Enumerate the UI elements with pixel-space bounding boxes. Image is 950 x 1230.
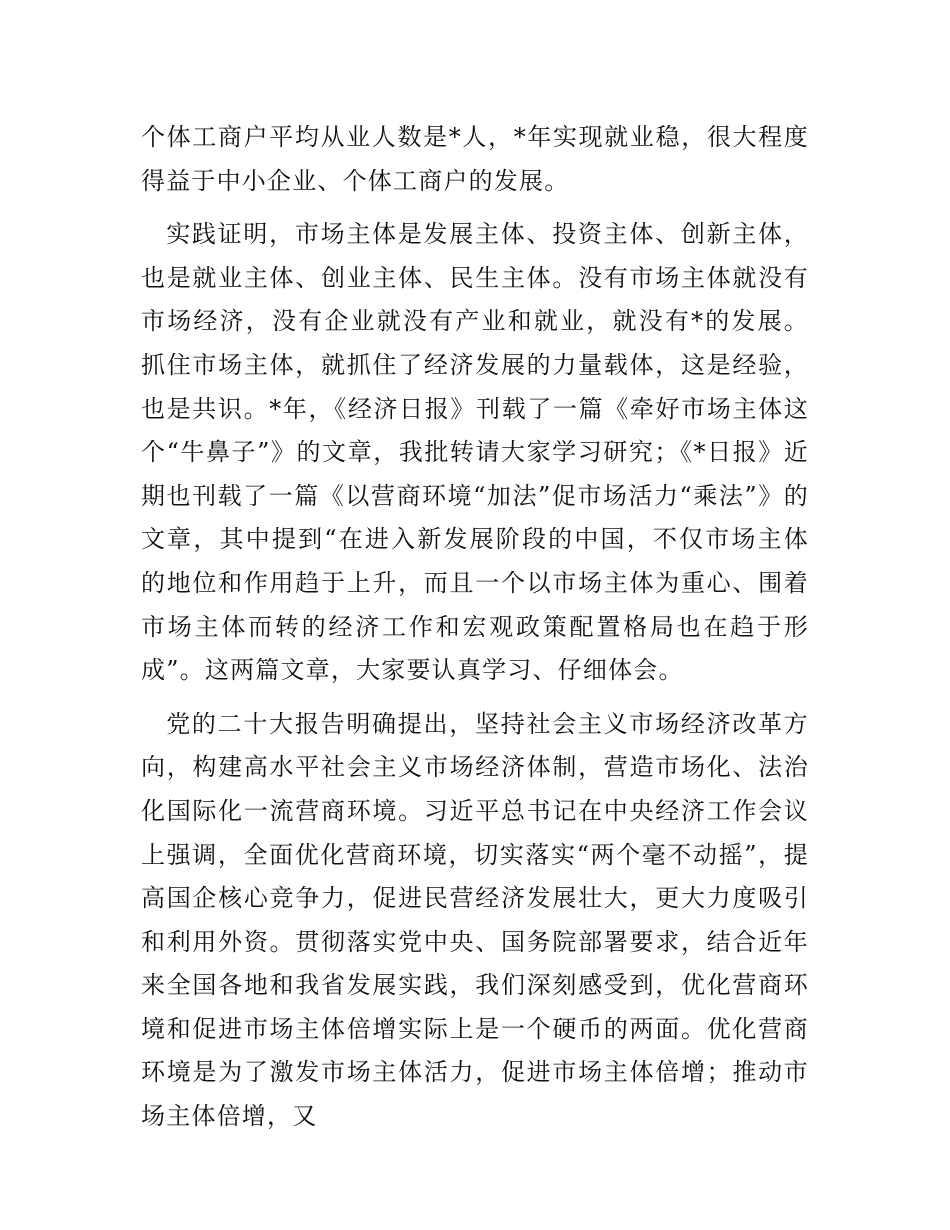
paragraph-3: 党的二十大报告明确提出，坚持社会主义市场经济改革方向，构建高水平社会主义市场经济体制，营造市场化、法治化国际化一流营商环境。习近平总书记在中央经济工作会议上强调，全面优化营商环境，切实落实“两个毫不动摇”，提高国企核心竞争力，促进民营经济发展壮大，更大力度吸引和利用外资。贯彻落实党中央、国务院部署要求，结合近年来全国各地和我省发展实践，我们深刻感受到，优化营商环境和促进市场主体倍增实际上是一个硬币的两面。优化营商环境是为了激发市场主体活力，促进市场主体倍增；推动市场主体倍增，又 <box>141 709 809 1131</box>
paragraph-2: 实践证明，市场主体是发展主体、投资主体、创新主体，也是就业主体、创业主体、民生主体。没有市场主体就没有市场经济，没有企业就没有产业和就业，就没有*的发展。抓住市场主体，就抓住了经济发展的力量载体，这是经验，也是共识。*年，《经济日报》刊载了一篇《牵好市场主体这个“牛鼻子”》的文章，我批转请大家学习研究；《*日报》近期也刊载了一篇《以营商环境“加法”促市场活力“乘法”》的文章，其中提到“在进入新发展阶段的中国，不仅市场主体的地位和作用趋于上升，而且一个以市场主体为重心、围着市场主体而转的经济工作和宏观政策配置格局也在趋于形成”。这两篇文章，大家要认真学习、仔细体会。 <box>141 220 809 685</box>
document-body <box>141 116 809 1139</box>
paragraph-1: 个体工商户平均从业人数是*人，*年实现就业稳，很大程度得益于中小企业、个体工商户的发展。 <box>141 123 809 195</box>
